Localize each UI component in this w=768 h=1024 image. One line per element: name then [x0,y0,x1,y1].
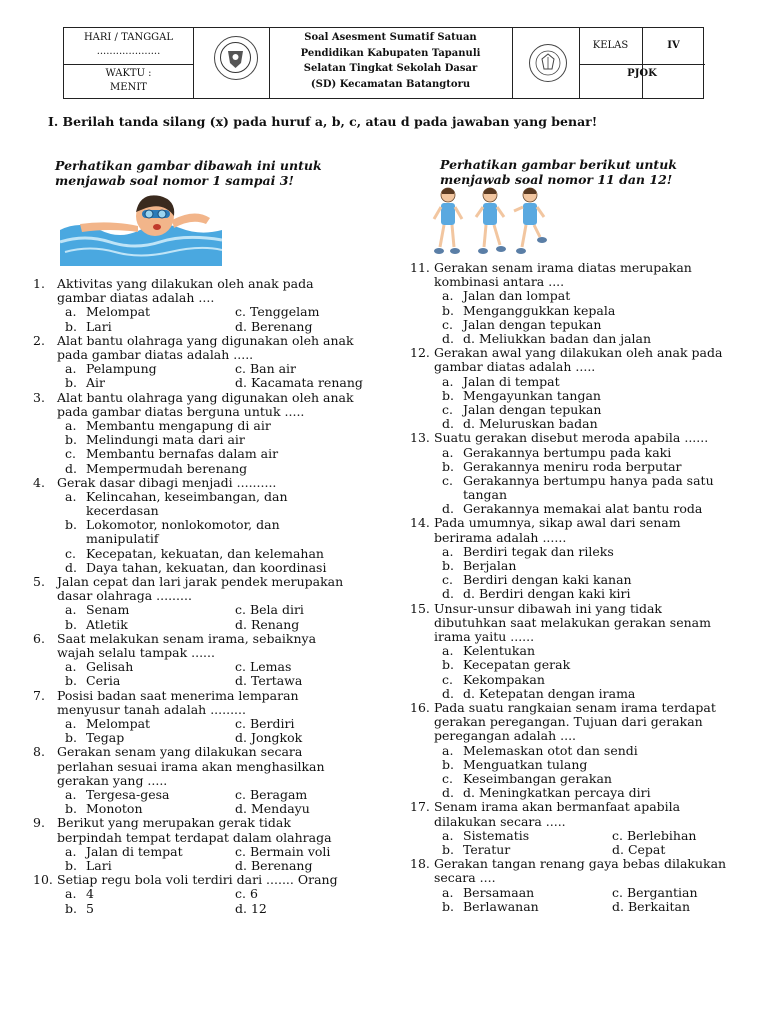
question-11 [410,261,755,346]
answer-option-row[interactable] [442,758,755,772]
option-text: Gelisah [86,659,134,675]
question-column-right [410,261,755,914]
option-letter: d. [442,586,454,602]
option-text: Membantu mengapung di air [86,417,271,433]
answer-option-row[interactable] [442,687,755,701]
question-number: 7. [33,687,45,703]
question-stem: pada gambar diatas adalah ..... [57,346,254,362]
option-letter: b. [442,558,454,574]
question-3 [33,391,373,476]
option-text: Kekompakan [463,671,545,687]
option-text: Jalan dengan tepukan [463,316,602,332]
option-letter: a. [442,373,454,389]
answer-option-row[interactable] [442,786,755,800]
question-6 [33,632,373,689]
tut-wuri-handayani-logo [529,44,567,82]
option-text: d. Meluruskan badan [463,416,598,432]
answer-option-row[interactable] [65,717,373,731]
question-number: 10. [33,872,53,888]
question-number: 18. [410,856,430,872]
option-letter: d. [442,330,454,346]
option-text: Berdiri tegak dan rileks [463,543,614,559]
option-letter: c. [442,770,453,786]
option-letter: b. [65,375,77,391]
answer-option-row[interactable] [65,532,373,546]
question-stem: secara .... [434,870,496,886]
option-letter: c. [442,572,453,588]
option-letter: b. [65,730,77,746]
option-text: Berlawanan [463,898,539,914]
option-text: Melompat [86,304,151,320]
answer-option-row[interactable] [442,304,755,318]
question-stem: Pada suatu rangkaian senam irama terdapat [434,699,716,715]
option-text-second: c. Berdiri [235,716,295,732]
answer-option-row[interactable] [65,802,373,816]
option-letter: c. [442,316,453,332]
question-stem: perlahan sesuai irama akan menghasilkan [57,758,325,774]
option-letter: d. [442,416,454,432]
option-letter: d. [65,460,77,476]
option-text: Gerakannya memakai alat bantu roda [463,501,703,517]
option-letter: c. [442,472,453,488]
option-text: Jalan dan lompat [463,288,571,304]
option-text: d. Meliukkan badan dan jalan [463,330,652,346]
answer-option-row[interactable] [442,843,755,857]
option-text-second: c. 6 [235,886,258,902]
option-text: Kelincahan, keseimbangan, dan [86,488,288,504]
option-letter: a. [65,361,77,377]
option-text: 5 [86,900,94,916]
option-text: Membantu bernafas dalam air [86,446,279,462]
question-stem: peregangan adalah .... [434,728,577,744]
question-12 [410,346,755,431]
question-16 [410,701,755,800]
question-stem: Senam irama akan bermanfaat apabila [434,799,681,815]
answer-option-row[interactable] [65,305,373,319]
answer-option-row[interactable] [65,859,373,873]
question-stem: Gerakan senam yang dilakukan secara [57,744,303,760]
option-letter: b. [65,517,77,533]
answer-option-row[interactable] [442,460,755,474]
question-10 [33,873,373,916]
option-text-second: d. Mendayu [235,801,310,817]
option-letter: a. [65,843,77,859]
option-text-second: c. Lemas [235,659,292,675]
question-9 [33,816,373,873]
option-text-second: d. Kacamata renang [235,375,363,391]
question-number: 16. [410,699,430,715]
question-number: 1. [33,276,45,291]
question-stem: gerakan yang ..... [57,772,168,788]
option-letter: a. [442,827,454,843]
answer-option-row[interactable] [442,673,755,687]
child-figure-2 [476,188,506,254]
option-text-second: d. 12 [235,900,267,916]
answer-option-row[interactable] [442,417,755,431]
option-text-second: c. Bela diri [235,602,304,618]
question-stem: Pada umumnya, sikap awal dari senam [434,515,681,531]
question-stem: Gerakan tangan renang gaya bebas dilakukan [434,856,727,872]
question-stem: berpindah tempat terdapat dalam olahraga [57,829,332,845]
answer-option-row[interactable] [442,886,755,900]
option-text: Menguatkan tulang [463,756,588,772]
option-letter: b. [442,458,454,474]
question-stem: Gerak dasar dibagi menjadi .......... [57,474,277,490]
question-stem: gambar diatas adalah .... [57,290,215,306]
option-text: Tegap [86,730,125,746]
option-text: tangan [463,487,508,503]
answer-option-row[interactable] [442,658,755,672]
option-text-second: d. Berkaitan [612,898,691,914]
question-stem: gerakan peregangan. Tujuan dari gerakan [434,714,703,730]
answer-option-row[interactable] [442,403,755,417]
option-letter: c. [65,545,76,561]
question-stem: pada gambar diatas berguna untuk ..... [57,403,305,419]
answer-option-row[interactable] [65,362,373,376]
answer-option-row[interactable] [65,887,373,901]
waktu-label: WAKTU : [105,68,152,79]
question-7 [33,689,373,746]
answer-option-row[interactable] [442,389,755,403]
answer-option-row[interactable] [442,545,755,559]
question-stem: kombinasi antara .... [434,274,565,290]
option-letter: a. [442,543,454,559]
answer-option-row[interactable] [442,375,755,389]
kelas-value: IV [667,40,680,51]
question-number: 14. [410,515,430,531]
option-text: Teratur [463,841,511,857]
question-stem: dibutuhkan saat melakukan gerakan senam [434,614,711,630]
answer-option-row[interactable] [65,660,373,674]
question-number: 2. [33,332,45,348]
option-letter: d. [65,559,77,575]
left-intro: Perhatikan gambar dibawah ini untuk menjawab soal nomor 1 sampai 3! [55,158,322,188]
question-number: 15. [410,600,430,616]
option-text-second: c. Bergantian [612,884,698,900]
right-intro: Perhatikan gambar berikut untuk menjawab soal nomor 11 dan 12! [440,157,677,187]
option-letter: d. [442,685,454,701]
option-text: Air [86,375,106,391]
question-stem: Setiap regu bola voli terdiri dari ....... Orang [57,872,338,888]
option-letter: b. [65,857,77,873]
question-stem: Unsur-unsur dibawah ini yang tidak [434,600,663,616]
option-text: Jalan di tempat [463,373,560,389]
option-text: d. Meningkatkan percaya diri [463,785,651,801]
option-text: Gerakannya bertumpu pada kaki [463,444,672,460]
answer-option-row[interactable] [65,433,373,447]
option-text: Kelentukan [463,643,535,659]
option-text: Lokomotor, nonlokomotor, dan [86,517,280,533]
option-text: Monoton [86,801,143,817]
question-stem: irama yaitu ...... [434,629,535,645]
question-stem: Suatu gerakan disebut meroda apabila ...... [434,430,709,446]
answer-option-row[interactable] [65,618,373,632]
question-stem: Alat bantu olahraga yang digunakan oleh anak [57,332,354,348]
option-text: d. Berdiri dengan kaki kiri [463,586,631,602]
hari-tanggal-label: HARI / TANGGAL [83,32,174,43]
option-letter: b. [65,673,77,689]
answer-option-row[interactable] [65,504,373,518]
answer-option-row[interactable] [442,332,755,346]
subject-label: PJOK [627,68,657,79]
option-text: Gerakannya bertumpu hanya pada satu [463,472,714,488]
tut-wuri-icon [530,45,566,81]
question-column-left [33,277,373,916]
option-text: Atletik [86,616,128,632]
option-letter: c. [65,446,76,462]
question-stem: berirama adalah ...... [434,529,567,545]
option-text: Kecepatan, kekuatan, dan kelemahan [86,545,324,561]
option-text: Mengayunkan tangan [463,387,601,403]
answer-option-row[interactable] [65,320,373,334]
option-letter: b. [442,841,454,857]
option-letter: c. [442,671,453,687]
senam-irama-children-image [432,185,552,261]
option-letter: a. [65,659,77,675]
option-text: Mempermudah berenang [86,460,248,476]
option-letter: a. [442,288,454,304]
option-letter: b. [442,657,454,673]
answer-option-row[interactable] [65,788,373,802]
question-17 [410,800,755,857]
answer-option-row[interactable] [65,902,373,916]
option-letter: b. [65,616,77,632]
option-text-second: d. Berenang [235,318,313,334]
option-text: Daya tahan, kekuatan, dan koordinasi [86,559,327,575]
answer-option-row[interactable] [442,587,755,601]
question-number: 17. [410,799,430,815]
question-number: 12. [410,345,430,361]
question-number: 8. [33,744,45,760]
answer-option-row[interactable] [65,419,373,433]
answer-option-row[interactable] [65,561,373,575]
option-text: Ceria [86,673,121,689]
question-number: 9. [33,815,45,831]
question-4 [33,476,373,575]
question-stem: Berikut yang merupakan gerak tidak [57,815,291,831]
option-text: Lari [86,318,112,334]
option-text: kecerdasan [86,503,159,519]
option-text: Berdiri dengan kaki kanan [463,572,632,588]
option-letter: b. [442,898,454,914]
answer-option-row[interactable] [442,474,755,488]
option-text: Berjalan [463,558,517,574]
option-text-second: c. Bermain voli [235,843,331,859]
section-instruction: I. Berilah tanda silang (x) pada huruf a, b, c, atau d pada jawaban yang benar! [48,114,598,129]
option-letter: a. [65,886,77,902]
option-text-second: c. Beragam [235,787,308,802]
answer-option-row[interactable] [442,559,755,573]
school-logo-left [214,36,258,80]
question-5 [33,575,373,632]
option-text: Melompat [86,716,151,732]
question-stem: Saat melakukan senam irama, sebaiknya [57,630,317,646]
option-text-second: c. Ban air [235,361,297,377]
option-text: Lari [86,857,112,873]
question-stem: gambar diatas adalah ..... [434,359,596,375]
answer-option-row[interactable] [65,547,373,561]
hari-tanggal-value: .................... [96,46,161,57]
answer-option-row[interactable] [442,772,755,786]
option-letter: b. [65,900,77,916]
option-text: Pelampung [86,361,157,377]
option-text: Keseimbangan gerakan [463,770,612,786]
option-text: Tergesa-gesa [86,787,170,802]
answer-option-row[interactable] [65,490,373,504]
question-1 [33,277,373,334]
option-text: Melindungi mata dari air [86,432,245,448]
option-letter: a. [442,884,454,900]
waktu-unit: MENIT [110,82,147,93]
answer-option-row[interactable] [442,744,755,758]
option-letter: a. [65,417,77,433]
question-stem: Gerakan awal yang dilakukan oleh anak pada [434,345,723,361]
answer-option-row[interactable] [442,829,755,843]
option-text-second: d. Cepat [612,841,666,857]
exam-header [63,27,704,99]
option-letter: c. [442,401,453,417]
option-text: Gerakannya meniru roda berputar [463,458,682,474]
option-letter: a. [65,602,77,618]
option-text-second: d. Tertawa [235,673,303,689]
question-stem: Posisi badan saat menerima lemparan [57,687,299,703]
answer-option-row[interactable] [442,502,755,516]
option-letter: a. [65,488,77,504]
option-letter: b. [442,302,454,318]
option-letter: a. [442,444,454,460]
child-figure-1 [434,188,462,254]
option-text-second: c. Tenggelam [235,304,320,320]
option-letter: a. [442,643,454,659]
option-letter: b. [65,318,77,334]
question-13 [410,431,755,516]
question-18 [410,857,755,914]
option-text: Bersamaan [463,884,535,900]
question-14 [410,516,755,601]
option-text-second: d. Renang [235,616,300,632]
question-stem: Jalan cepat dan lari jarak pendek merupakan [57,574,344,590]
answer-option-row[interactable] [442,644,755,658]
option-text: d. Ketepatan dengan irama [463,685,636,701]
option-letter: b. [442,387,454,403]
option-text: Senam [86,602,130,618]
answer-option-row[interactable] [65,845,373,859]
answer-option-row[interactable] [442,573,755,587]
question-15 [410,602,755,701]
option-text: manipulatif [86,531,159,547]
question-stem: Aktivitas yang dilakukan oleh anak pada [57,276,314,291]
question-number: 3. [33,389,45,405]
option-letter: a. [65,716,77,732]
answer-option-row[interactable] [65,447,373,461]
option-text: Menganggukkan kepala [463,302,616,318]
option-text: Jalan di tempat [86,843,183,859]
question-stem: dilakukan secara ..... [434,813,566,829]
option-letter: b. [442,756,454,772]
question-number: 11. [410,260,430,275]
answer-option-row[interactable] [65,376,373,390]
answer-option-row[interactable] [442,289,755,303]
question-stem: Alat bantu olahraga yang digunakan oleh anak [57,389,354,405]
question-stem: menyusur tanah adalah ......... [57,701,246,717]
question-number: 6. [33,630,45,646]
option-letter: a. [65,787,77,802]
option-letter: a. [442,742,454,758]
option-text: 4 [86,886,94,902]
option-letter: d. [442,785,454,801]
emblem-icon [215,37,256,78]
option-text: Melemaskan otot dan sendi [463,742,638,758]
answer-option-row[interactable] [65,462,373,476]
answer-option-row[interactable] [442,488,755,502]
question-stem: wajah selalu tampak ...... [57,645,215,661]
question-8 [33,745,373,816]
question-number: 4. [33,474,45,490]
option-letter: b. [65,801,77,817]
option-letter: d. [442,501,454,517]
option-letter: a. [65,304,77,320]
question-number: 5. [33,574,45,590]
answer-option-row[interactable] [442,446,755,460]
option-letter: b. [65,432,77,448]
option-text-second: d. Berenang [235,857,313,873]
answer-option-row[interactable] [442,900,755,914]
exam-title: Soal Asesment Sumatif Satuan Pendidikan Kabupaten Tapanuli Selatan Tingkat Sekolah Dasar (SD) Kecamatan Batangtoru [300,32,481,90]
option-text: Sistematis [463,827,530,843]
option-text-second: d. Jongkok [235,730,303,746]
question-stem: dasar olahraga ......... [57,588,192,604]
option-text: Jalan dengan tepukan [463,401,602,417]
answer-option-row[interactable] [65,731,373,745]
question-2 [33,334,373,391]
answer-option-row[interactable] [65,674,373,688]
question-stem: Gerakan senam irama diatas merupakan [434,260,692,275]
option-text: Kecepatan gerak [463,657,571,673]
option-text-second: c. Berlebihan [612,827,697,843]
swimming-child-image [60,190,222,266]
child-figure-3 [514,188,547,254]
answer-option-row[interactable] [442,318,755,332]
answer-option-row[interactable] [65,603,373,617]
kelas-label: KELAS [592,40,629,51]
answer-option-row[interactable] [65,518,373,532]
question-number: 13. [410,430,430,446]
